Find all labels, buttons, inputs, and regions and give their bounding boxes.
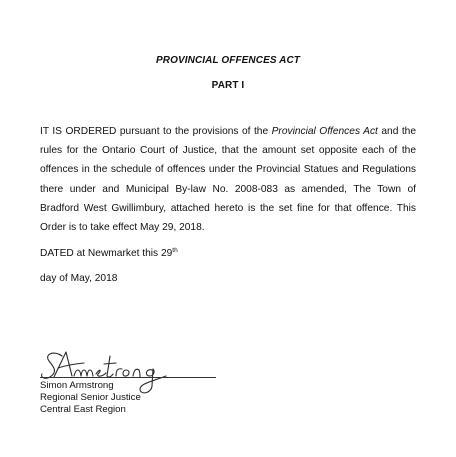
act-name: Provincial Offences Act: [271, 126, 378, 137]
signature-line: [40, 377, 216, 378]
signer-name: Simon Armstrong: [40, 380, 114, 391]
part-heading: PART I: [211, 80, 245, 91]
signer-region: Central East Region: [40, 404, 126, 415]
order-text-end: and the rules for the Ontario Court of Justice, that the amount set opposite each of the offences in the schedule of offences under the Provincial Statues and Regulations there under and Municipal By-law No. 2008-083 as amended, The Town of Bradford West Gwillimbury, attached hereto is the set fine for that offence. This Order is to take effect May 29, 2018.: [40, 126, 417, 234]
dated-text: DATED at Newmarket this 29: [40, 248, 173, 259]
dated-suffix: th: [172, 247, 178, 254]
dated-line: [40, 248, 178, 259]
act-heading: PROVINCIAL OFFENCES ACT: [156, 55, 300, 66]
order-text-start: IT IS ORDERED pursuant to the provisions of the: [40, 126, 272, 137]
order-paragraph: [40, 122, 416, 237]
day-line: day of May, 2018: [40, 273, 118, 284]
signer-title: Regional Senior Justice: [40, 392, 141, 403]
